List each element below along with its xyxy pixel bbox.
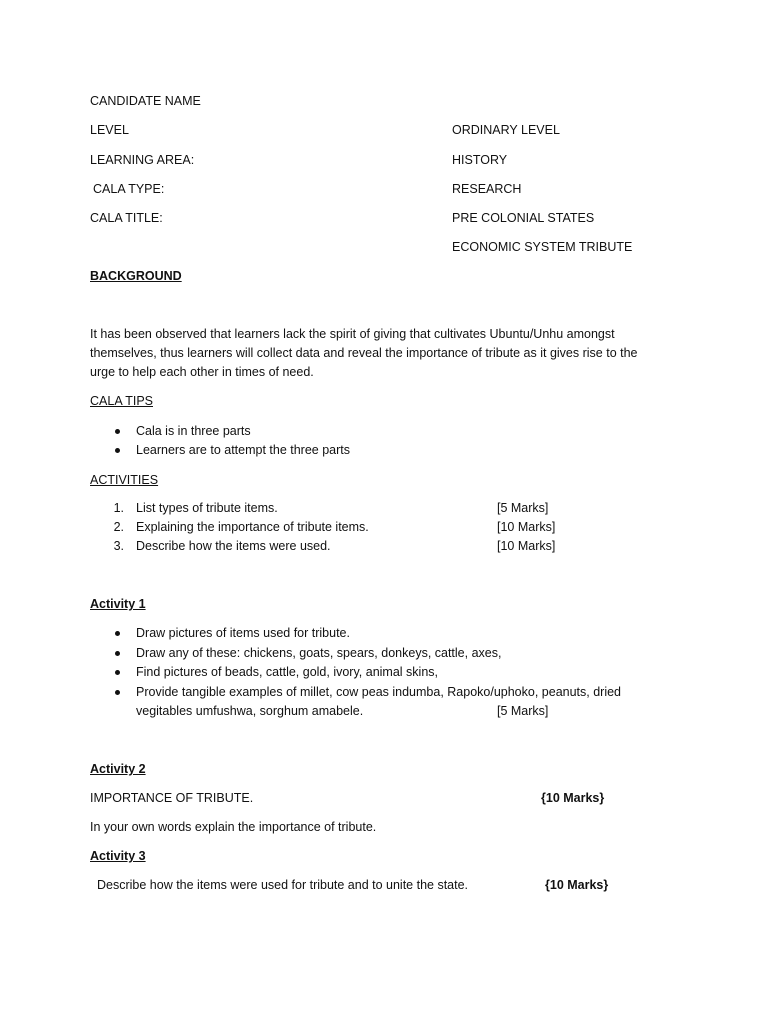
activity-marks-2: [10 Marks] xyxy=(497,520,556,534)
activity-item-1: List types of tribute items. xyxy=(136,501,278,515)
activity-1-item-4-continuation: vegitables umfushwa, sorghum amabele. xyxy=(136,704,364,718)
activity-2-marks: {10 Marks} xyxy=(541,791,605,805)
learning-area-label: LEARNING AREA: xyxy=(90,153,195,167)
activity-item-3: Describe how the items were used. xyxy=(136,539,331,553)
background-line-3: urge to help each other in times of need. xyxy=(90,365,314,379)
activity-number-2: 2. xyxy=(113,520,124,534)
activity-marks-3: [10 Marks] xyxy=(497,539,556,553)
activity-1-item-3: Find pictures of beads, cattle, gold, ivory, animal skins, xyxy=(136,665,438,679)
tip-item-2: Learners are to attempt the three parts xyxy=(136,443,351,457)
cala-title-value-2: ECONOMIC SYSTEM TRIBUTE xyxy=(452,240,633,254)
activity-marks-1: [5 Marks] xyxy=(497,501,549,515)
tip-item-1: Cala is in three parts xyxy=(136,424,251,438)
cala-title-value-1: PRE COLONIAL STATES xyxy=(452,211,595,225)
activity-1-marks: [5 Marks] xyxy=(497,704,549,718)
activity-item-2: Explaining the importance of tribute items. xyxy=(136,520,369,534)
activity-2-heading: Activity 2 xyxy=(90,762,146,776)
activity-3-heading: Activity 3 xyxy=(90,849,146,863)
activity-number-3: 3. xyxy=(113,539,124,553)
background-line-2: themselves, thus learners will collect data and reveal the importance of tribute as it gives rise to the xyxy=(90,346,638,360)
activities-heading: ACTIVITIES xyxy=(90,473,159,487)
level-label: LEVEL xyxy=(90,123,129,137)
background-line-1: It has been observed that learners lack the spirit of giving that cultivates Ubuntu/Unhu amongst xyxy=(90,327,615,341)
bullet-icon xyxy=(115,651,120,656)
learning-area-value: HISTORY xyxy=(452,153,508,167)
bullet-icon xyxy=(115,631,120,636)
cala-tips-heading: CALA TIPS xyxy=(90,394,153,408)
activity-number-1: 1. xyxy=(113,501,124,515)
activity-1-item-4: Provide tangible examples of millet, cow peas indumba, Rapoko/uphoko, peanuts, dried xyxy=(136,685,622,699)
activity-1-item-1: Draw pictures of items used for tribute. xyxy=(136,626,350,640)
level-value: ORDINARY LEVEL xyxy=(452,123,560,137)
activity-1-item-2: Draw any of these: chickens, goats, spears, donkeys, cattle, axes, xyxy=(136,646,502,660)
activity-2-title: IMPORTANCE OF TRIBUTE. xyxy=(90,791,254,805)
bullet-icon xyxy=(115,448,120,453)
bullet-icon xyxy=(115,690,120,695)
candidate-name-label: CANDIDATE NAME xyxy=(90,94,201,108)
bullet-icon xyxy=(115,670,120,675)
activity-2-text: In your own words explain the importance of tribute. xyxy=(90,820,377,834)
activity-3-marks: {10 Marks} xyxy=(545,878,609,892)
activity-3-text: Describe how the items were used for tribute and to unite the state. xyxy=(97,878,469,892)
cala-type-label: CALA TYPE: xyxy=(93,182,165,196)
cala-type-value: RESEARCH xyxy=(452,182,522,196)
background-heading: BACKGROUND xyxy=(90,269,182,283)
bullet-icon xyxy=(115,429,120,434)
cala-title-label: CALA TITLE: xyxy=(90,211,163,225)
activity-1-heading: Activity 1 xyxy=(90,597,146,611)
